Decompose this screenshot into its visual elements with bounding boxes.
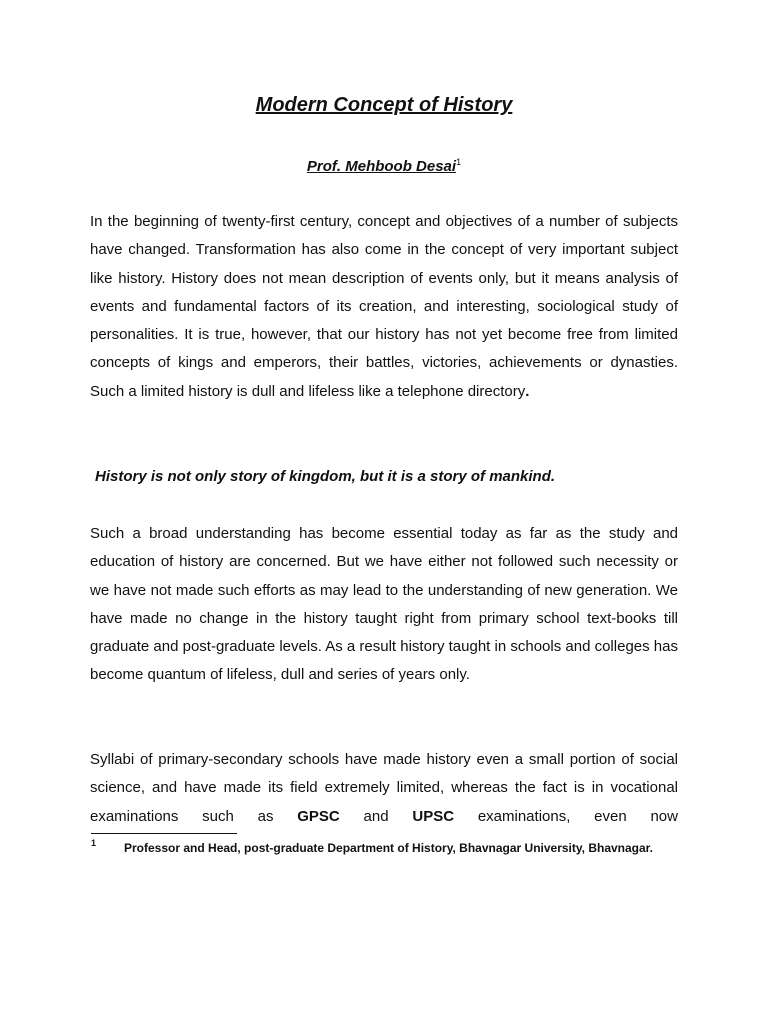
author-line — [0, 157, 768, 177]
highlight-statement: History is not only story of kingdom, but it is a story of mankind. — [95, 468, 556, 485]
paragraph-syllabi — [90, 746, 678, 831]
paragraph-understanding: Such a broad understanding has become essential today as far as the study and education of history are concerned. But we have either not followed such necessity or we have not made such efforts as may lead to the understanding of new generation. We have made no change in the history taught right from primary school text-books till graduate and post-graduate levels. As a result history taught in schools and colleges has become quantum of lifeless, dull and series of years only. — [90, 525, 678, 684]
paragraph-intro-period: . — [525, 382, 530, 400]
gpsc-term: GPSC — [297, 807, 340, 825]
page-title: Modern Concept of History — [255, 94, 513, 116]
paragraph-syllabi-text-1: Syllabi of primary-secondary schools have made history even a small portion of social science, and have made its field extremely limited, whereas the fact is in vocational examinations such as — [90, 751, 678, 825]
footnote-number: 1 — [91, 838, 97, 848]
paragraph-syllabi-and: and — [339, 807, 413, 825]
footnote-separator — [91, 833, 237, 834]
paragraph-syllabi-text-2: examinations, even now — [454, 807, 678, 825]
author-footnote-ref: 1 — [456, 157, 462, 167]
paragraph-intro — [90, 208, 678, 406]
author-name: Prof. Mehboob Desai — [306, 158, 457, 175]
upsc-term: UPSC — [412, 807, 455, 825]
paragraph-intro-text: In the beginning of twenty-first century, concept and objectives of a number of subjects have changed. Transformation has also come in the concept of very important subject like history. History does not mean description of events only, but it means analysis of events and fundamental factors of its creation, and interesting, sociological study of personalities. It is true, however, that our history has not yet become free from limited concepts of kings and emperors, their battles, victories, achievements or dynasties. Such a limited history is dull and lifeless like a telephone directory — [90, 213, 678, 400]
footnote-text: Professor and Head, post-graduate Department of History, Bhavnagar University, Bhavnagar. — [124, 841, 654, 855]
